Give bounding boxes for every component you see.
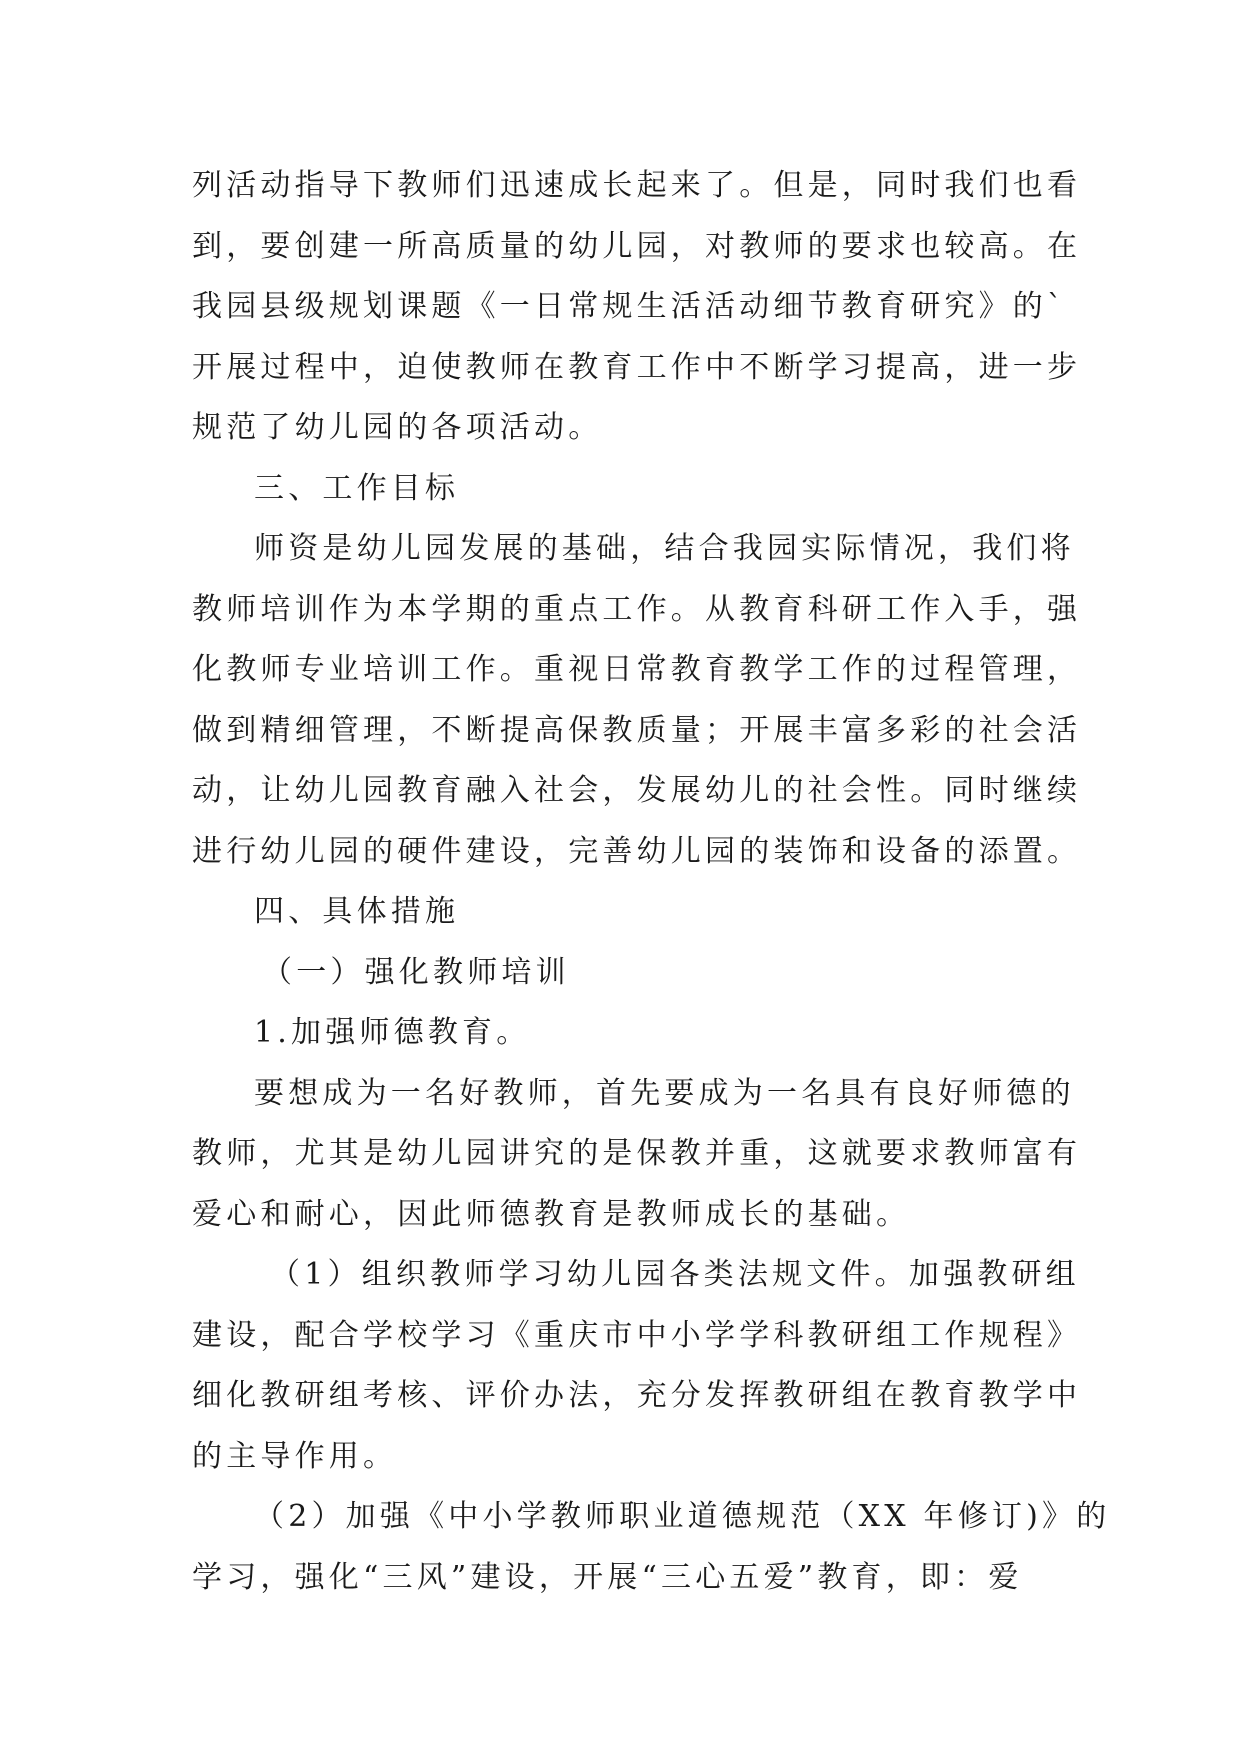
- text-line: 教师，尤其是幼儿园讲究的是保教并重，这就要求教师富有: [192, 1136, 1082, 1171]
- text-line: 的主导作用。: [192, 1438, 398, 1474]
- text-line: （1）组织教师学习幼儿园各类法规文件。加强教研组: [270, 1257, 1080, 1292]
- text-line: 我园县级规划课题《一日常规生活活动细节教育研究》的`: [192, 289, 1067, 324]
- text-line: 爱心和耐心，因此师德教育是教师成长的基础。: [192, 1196, 911, 1232]
- text-line: （2）加强《中小学教师职业道德规范（XX 年修订)》的: [254, 1499, 1111, 1534]
- document-body: [192, 156, 1111, 1608]
- text-line: 列活动指导下教师们迅速成长起来了。但是，同时我们也看: [192, 168, 1082, 203]
- item-heading: 1.加强师德教育。: [254, 1015, 531, 1050]
- text-line: 细化教研组考核、评价办法，充分发挥教研组在教育教学中: [192, 1378, 1082, 1413]
- text-line: 做到精细管理，不断提高保教质量；开展丰富多彩的社会活: [192, 712, 1082, 748]
- text-line: 进行幼儿园的硬件建设，完善幼儿园的装饰和设备的添置。: [192, 833, 1082, 869]
- text-line: 师资是幼儿园发展的基础，结合我园实际情况，我们将: [254, 531, 1075, 566]
- text-line: 开展过程中，迫使教师在教育工作中不断学习提高，进一步: [192, 349, 1082, 385]
- text-line: 化教师专业培训工作。重视日常教育教学工作的过程管理，: [192, 652, 1082, 687]
- text-line: 规范了幼儿园的各项活动。: [192, 410, 603, 445]
- section-heading-goals: 三、工作目标: [254, 470, 460, 506]
- text-line: 到，要创建一所高质量的幼儿园，对教师的要求也较高。在: [192, 228, 1082, 264]
- text-line: 教师培训作为本学期的重点工作。从教育科研工作入手，强: [192, 591, 1082, 627]
- text-line: 要想成为一名好教师，首先要成为一名具有良好师德的: [254, 1075, 1075, 1111]
- section-heading-measures: 四、具体措施: [254, 894, 460, 929]
- text-line: 动，让幼儿园教育融入社会，发展幼儿的社会性。同时继续: [192, 773, 1082, 808]
- text-line: 建设，配合学校学习《重庆市中小学学科教研组工作规程》: [192, 1317, 1082, 1353]
- subsection-heading: （一）强化教师培训: [262, 954, 570, 990]
- text-line: 学习，强化“三风”建设，开展“三心五爱”教育，即：爱: [192, 1559, 1023, 1595]
